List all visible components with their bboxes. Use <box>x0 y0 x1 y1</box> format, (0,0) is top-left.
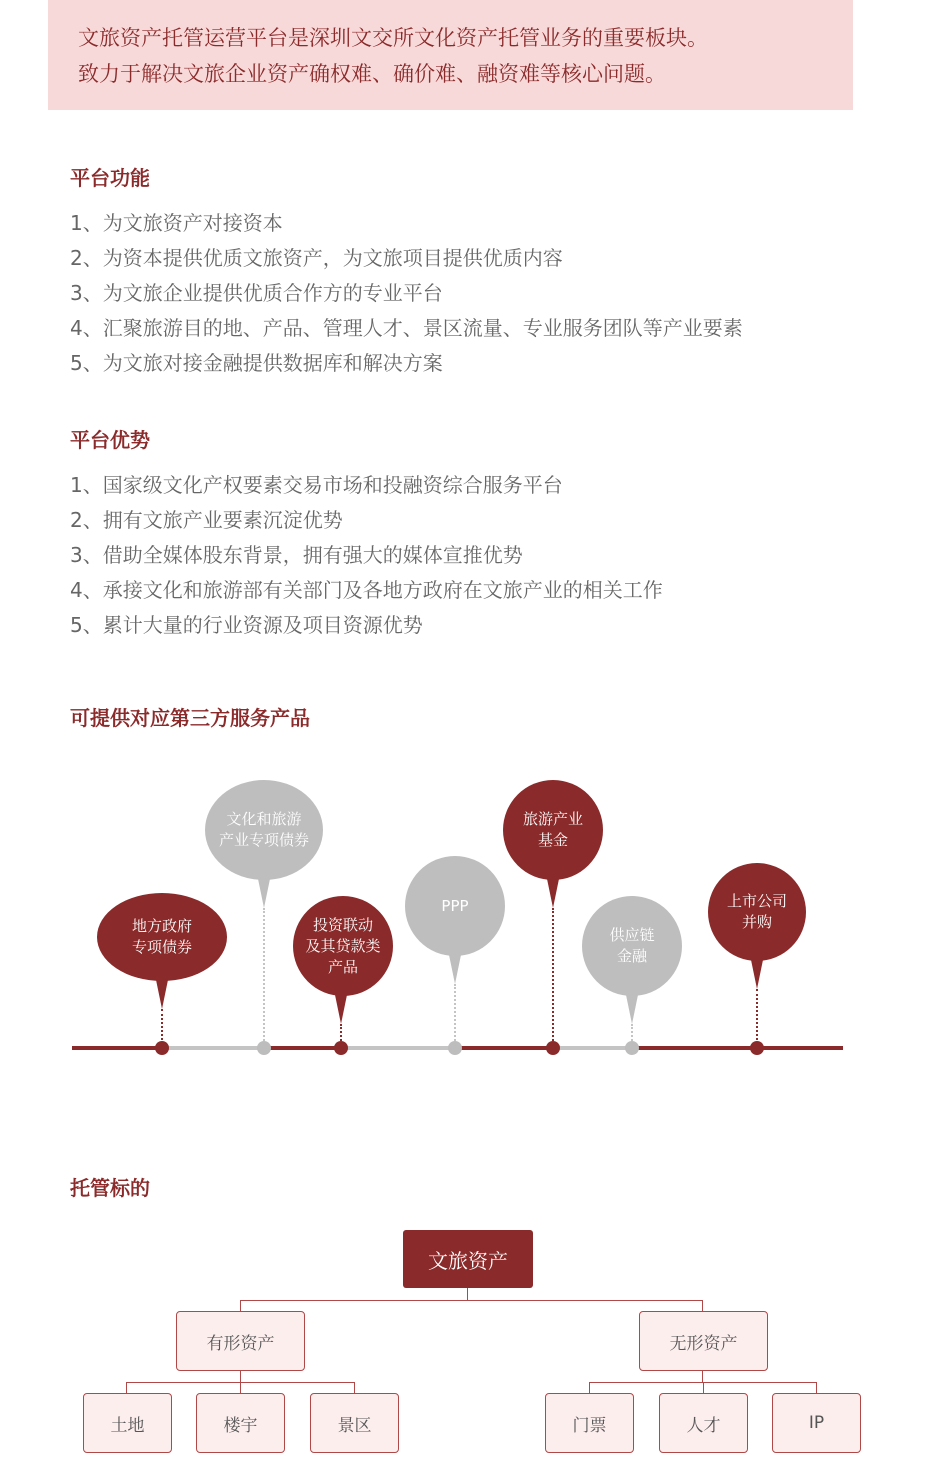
advantages-title: 平台优势 <box>70 428 150 452</box>
node-intangible-assets: 无形资产 <box>639 1311 768 1371</box>
service-product-bubble <box>205 780 323 880</box>
connector-line <box>126 1382 127 1393</box>
service-product-label-line: 上市公司 <box>726 892 787 910</box>
timeline-stem <box>454 984 456 1048</box>
timeline-segment <box>341 1046 455 1050</box>
advantage-item-2: 2、拥有文旅产业要素沉淀优势 <box>70 508 343 532</box>
timeline-dot <box>546 1041 560 1055</box>
intro-line-2: 致力于解决文旅企业资产确权难、确价难、融资难等核心问题。 <box>78 62 666 86</box>
connector-line <box>240 1300 703 1301</box>
function-item-4: 4、汇聚旅游目的地、产品、管理人才、景区流量、专业服务团队等产业要素 <box>70 316 743 340</box>
timeline-segment <box>264 1046 341 1050</box>
service-product-label-line: 产品 <box>327 957 358 976</box>
node-scenic-areas: 景区 <box>310 1393 399 1453</box>
service-product-label-line: 供应链 <box>609 926 655 944</box>
timeline-stem <box>263 908 265 1048</box>
function-item-5: 5、为文旅对接金融提供数据库和解决方案 <box>70 351 443 375</box>
service-product-label-line: 地方政府 <box>131 917 192 935</box>
connector-line <box>240 1382 241 1393</box>
service-product-label <box>132 916 192 958</box>
intro-line-1: 文旅资产托管运营平台是深圳文交所文化资产托管业务的重要板块。 <box>78 26 708 50</box>
function-item-1: 1、为文旅资产对接资本 <box>70 211 283 235</box>
node-tickets: 门票 <box>545 1393 634 1453</box>
node-tangible-assets: 有形资产 <box>176 1311 305 1371</box>
service-product-bubble <box>708 863 806 961</box>
connector-line <box>702 1370 703 1382</box>
root-node-cultural-tourism-assets: 文旅资产 <box>403 1230 533 1288</box>
connector-line <box>240 1300 241 1311</box>
service-product-label <box>523 809 583 851</box>
functions-title: 平台功能 <box>70 166 150 190</box>
timeline-dot <box>334 1041 348 1055</box>
timeline-segment <box>162 1046 264 1050</box>
service-product-label <box>219 809 309 851</box>
advantage-item-3: 3、借助全媒体股东背景，拥有强大的媒体宣推优势 <box>70 543 523 567</box>
advantage-item-1: 1、国家级文化产权要素交易市场和投融资综合服务平台 <box>70 473 563 497</box>
service-product-label-line: 专项债券 <box>131 938 192 956</box>
service-product-bubble <box>503 780 603 880</box>
connector-line <box>467 1288 468 1300</box>
service-product-label-line: 金融 <box>616 947 647 965</box>
custody-title: 托管标的 <box>70 1176 150 1200</box>
timeline-stem <box>756 989 758 1048</box>
connector-line <box>816 1382 817 1393</box>
node-buildings: 楼宇 <box>196 1393 285 1453</box>
timeline-segment <box>455 1046 553 1050</box>
node-ip: IP <box>772 1393 861 1453</box>
service-product-label <box>727 891 787 933</box>
timeline-segment <box>632 1046 757 1050</box>
service-product-bubble <box>405 856 505 956</box>
node-land: 土地 <box>83 1393 172 1453</box>
service-product-label-line: PPP <box>441 896 469 915</box>
timeline-dot <box>625 1041 639 1055</box>
connector-line <box>702 1300 703 1311</box>
connector-line <box>240 1370 241 1382</box>
service-product-bubble <box>293 896 393 996</box>
timeline-segment <box>757 1046 843 1050</box>
timeline-segment <box>72 1046 162 1050</box>
service-product-label-line: 及其贷款类 <box>305 936 381 955</box>
service-product-bubble <box>582 896 682 996</box>
service-product-label-line: 投资联动 <box>312 915 373 934</box>
connector-line <box>703 1382 704 1393</box>
service-product-label-line: 并购 <box>741 913 772 931</box>
service-product-label-line: 基金 <box>537 831 568 849</box>
node-talent: 人才 <box>659 1393 748 1453</box>
advantage-item-5: 5、累计大量的行业资源及项目资源优势 <box>70 613 423 637</box>
service-product-label-line: 文化和旅游 <box>226 810 302 828</box>
connector-line <box>354 1382 355 1393</box>
service-product-label <box>609 925 654 967</box>
timeline-dot <box>750 1041 764 1055</box>
function-item-2: 2、为资本提供优质文旅资产，为文旅项目提供优质内容 <box>70 246 563 270</box>
advantage-item-4: 4、承接文化和旅游部有关部门及各地方政府在文旅产业的相关工作 <box>70 578 663 602</box>
service-product-bubble <box>97 893 227 981</box>
function-item-3: 3、为文旅企业提供优质合作方的专业平台 <box>70 281 443 305</box>
connector-line <box>589 1382 590 1393</box>
service-product-label <box>441 896 468 917</box>
timeline-dot <box>155 1041 169 1055</box>
services-title: 可提供对应第三方服务产品 <box>70 706 310 730</box>
timeline-segment <box>553 1046 632 1050</box>
intro-banner <box>48 0 853 110</box>
timeline-dot <box>257 1041 271 1055</box>
timeline-stem <box>552 908 554 1048</box>
service-product-label <box>305 915 380 978</box>
service-product-label-line: 旅游产业 <box>522 810 583 828</box>
timeline-dot <box>448 1041 462 1055</box>
service-product-label-line: 产业专项债券 <box>218 831 309 849</box>
